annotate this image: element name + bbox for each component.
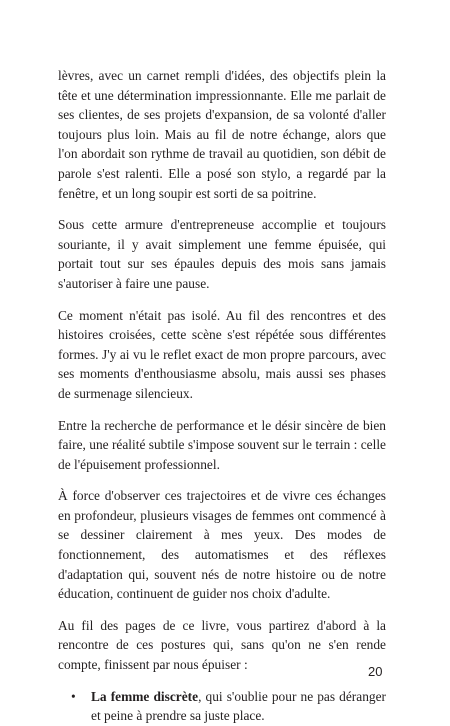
bullet-marker: •: [71, 688, 76, 704]
paragraph-3: Ce moment n'était pas isolé. Au fil des rencontres et des histoires croisées, cette scène s'est répétée sous différentes formes. J'y ai vu le reflet exact de mon propre parcours, avec ses moments d'enthousiasme absolu, mais aussi ses phases de surmenage silencieux.: [58, 307, 386, 401]
bullet-lead: La femme discrète: [91, 688, 199, 704]
bullet-item: [58, 687, 386, 726]
paragraph-1: lèvres, avec un carnet rempli d'idées, des objectifs plein la tête et une détermination impressionnante. Elle me parlait de ses clientes, de ses projets d'expansion, de sa volonté d'aller toujours plus loin. Mais au fil de notre échange, alors que l'on abordait son rythme de travail au quotidien, son débit de parole s'est ralenti. Elle a posé son stylo, a regardé par la fenêtre, et un long soupir est sorti de sa poitrine.: [58, 68, 386, 201]
body-text: [58, 66, 386, 726]
bullet-list: [58, 687, 386, 726]
paragraph-2: Sous cette armure d'entrepreneuse accomplie et toujours souriante, il y avait simplement une femme épuisée, qui portait tout sur ses épaules depuis des mois sans jamais s'autoriser à faire une pause.: [58, 217, 386, 291]
bullet-text: , qui s'oublie pour ne pas déranger et peine à prendre sa juste place.: [91, 688, 386, 724]
page-number: 20: [368, 664, 383, 679]
paragraph-6: Au fil des pages de ce livre, vous partirez d'abord à la rencontre de ces postures qui, sans qu'on ne s'en rende compte, finissent par nous épuiser :: [58, 617, 386, 673]
paragraph-4: Entre la recherche de performance et le désir sincère de bien faire, une réalité subtile s'impose souvent sur le terrain : celle de l'épuisement professionnel.: [58, 417, 386, 472]
paragraph-5: À force d'observer ces trajectoires et de vivre ces échanges en profondeur, plusieurs visages de femmes ont commencé à se dessiner clairement à mes yeux. Des modes de fonctionnement, des automatismes et des réflexes d'adaptation qui, souvent nés de notre histoire ou de notre éducation, continuent de guider nos choix d'adulte.: [58, 488, 386, 602]
